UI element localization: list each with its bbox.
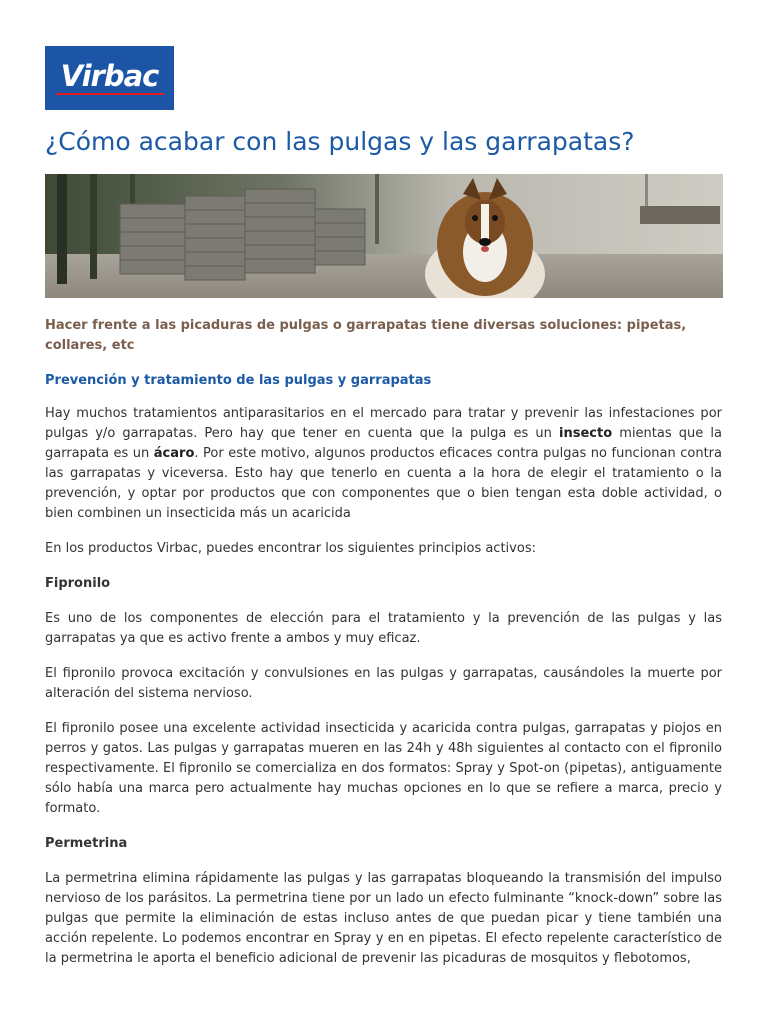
paragraph-fipronilo-2: El fipronilo provoca excitación y convulsiones en las pulgas y garrapatas, causándoles la muerte por alteración del sistema nervioso.: [45, 666, 722, 701]
section-heading-prevencion: Prevención y tratamiento de las pulgas y garrapatas: [45, 373, 432, 388]
p1-text-c: mientas que la garrapata es un: [45, 426, 722, 461]
paragraph-permetrina: La permetrina elimina rápidamente las pulgas y las garrapatas bloqueando la transmisión del impulso nervioso de los parásitos. La permetrina tiene por un lado un efecto fulminante “knock-down” sobre las pulgas que permite la eliminación de estas incluso antes de que puedan picar y tiene también una acción repelente. Lo podemos encontrar en Spray y en en pipetas. El efecto repelente característico de la permetrina le aporta el beneficio adicional de prevenir las picaduras de mosquitos y flebotomos,: [45, 871, 722, 966]
paragraph-intro: [45, 404, 722, 524]
p1-text-a: Hay muchos tratamientos antiparasitarios en el mercado para tratar y prevenir las infestaciones por pulgas y/o garrapatas. Pero hay que tener en cuenta que la pulga es un: [45, 406, 722, 441]
paragraph-fipronilo-3: El fipronilo posee una excelente actividad insecticida y acaricida contra pulgas, garrapatas y piojos en perros y gatos. Las pulgas y garrapatas mueren en las 24h y 48h siguientes al contacto con el fipronilo respectivamente. El fipronilo se comercializa en dos formatos: Spray y Spot-on (pipetas), antiguamente sólo había una marca pero actualmente hay muchas opciones en lo que se refiere a marca, precio y formato.: [45, 721, 722, 816]
virbac-logo[interactable]: [45, 46, 174, 110]
hero-image-collie-dog: [45, 174, 723, 298]
paragraph-principios: En los productos Virbac, puedes encontrar los siguientes principios activos:: [45, 541, 536, 556]
heading-fipronilo: Fipronilo: [45, 576, 111, 591]
logo-underline: [56, 93, 164, 95]
p1-text-e: . Por este motivo, algunos productos eficaces contra pulgas no funcionan contra las garrapatas y viceversa. Esto hay que tenerlo en cuenta a la hora de elegir el tratamiento o la prevención, y optar por productos que con componentes que o bien tengan esta doble actividad, o bien combinen un insecticida más un acaricida: [45, 446, 722, 521]
p1-acaro: ácaro: [153, 446, 195, 461]
logo-text: Virbac: [60, 58, 159, 93]
article-lead: Hacer frente a las picaduras de pulgas o garrapatas tiene diversas soluciones: pipetas, collares, etc: [45, 318, 687, 353]
page-title: ¿Cómo acabar con las pulgas y las garrapatas?: [45, 127, 635, 156]
heading-permetrina: Permetrina: [45, 836, 128, 851]
hero-photo: [45, 174, 723, 298]
paragraph-fipronilo-1: Es uno de los componentes de elección para el tratamiento y la prevención de las pulgas y las garrapatas ya que es activo frente a ambos y muy eficaz.: [45, 611, 722, 646]
article-body: [45, 316, 722, 984]
p1-insecto: insecto: [559, 426, 613, 441]
